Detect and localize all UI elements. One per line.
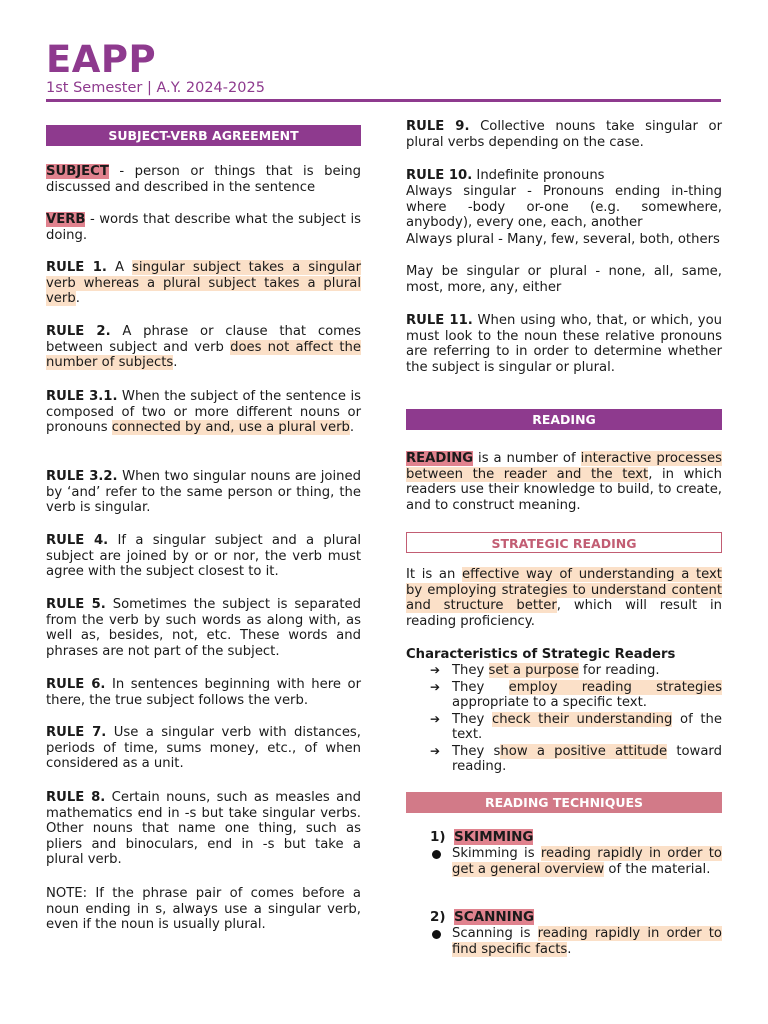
reading-definition: READING is a number of interactive processes between the reader and the text, in which readers use their knowledge to build, to create, and to construct meaning.	[406, 451, 723, 513]
banner-subject-verb-agreement: SUBJECT-VERB AGREEMENT	[46, 125, 361, 146]
strategic-reading-definition: It is an effective way of understanding a text by employing strategies to understand content and structure better, which will result in reading proficiency.	[406, 567, 723, 629]
reading-term: READING	[406, 451, 474, 466]
rule-4: RULE 4. If a singular subject and a plural subject are joined by or or nor, the verb must agree with the subject closest to it.	[46, 533, 361, 579]
banner-strategic-reading: STRATEGIC READING	[406, 532, 722, 553]
scanning-definition: Scanning is reading rapidly in order to find specific facts.	[406, 926, 722, 957]
rule-8: RULE 8. Certain nouns, such as measles and mathematics end in -s but take singular verbs. Other nouns that name one thing, such as pliers and binoculars, end in -s but take a plural verb.	[46, 790, 361, 867]
note: NOTE: If the phrase pair of comes before a noun ending in s, always use a singular verb, even if the noun is usually plural.	[46, 886, 361, 932]
characteristic-item: ➔ They check their understanding of the text.	[430, 711, 722, 742]
verb-term: VERB	[46, 212, 86, 227]
verb-definition: VERB - words that describe what the subject is doing.	[46, 212, 361, 243]
rule-10-either: May be singular or plural - none, all, same, most, more, any, either	[406, 264, 722, 295]
scanning-heading: 2) SCANNING	[430, 909, 535, 925]
rule-9: RULE 9. Collective nouns take singular or plural verbs depending on the case.	[406, 119, 722, 150]
header-divider	[46, 99, 721, 102]
bullet-icon	[432, 930, 441, 939]
arrow-right-icon: ➔	[430, 663, 441, 677]
rule-2: RULE 2. A phrase or clause that comes between subject and verb does not affect the number of subjects.	[46, 324, 361, 370]
bullet-icon	[432, 850, 441, 859]
characteristic-item: ➔ They show a positive attitude toward reading.	[430, 743, 722, 774]
rule-11: RULE 11. When using who, that, or which, you must look to the noun these relative pronouns are referring to in order to determine whether the subject is singular or plural.	[406, 313, 722, 375]
subject-term: SUBJECT	[46, 164, 109, 179]
page-title: EAPP	[46, 38, 157, 81]
rule-10-plural: Always plural - Many, few, several, both, others	[406, 232, 720, 247]
skimming-heading: 1) SKIMMING	[430, 829, 534, 845]
banner-reading: READING	[406, 409, 722, 430]
rule-6: RULE 6. In sentences beginning with here or there, the true subject follows the verb.	[46, 677, 361, 708]
characteristic-item: ➔ They employ reading strategies appropriate to a specific text.	[430, 679, 722, 710]
subject-definition: SUBJECT - person or things that is being discussed and described in the sentence	[46, 164, 361, 195]
rule-10-singular: Always singular - Pronouns ending in-thing where -body or-one (e.g. somewhere, anybody), every one, each, another	[406, 184, 722, 230]
banner-reading-techniques: READING TECHNIQUES	[406, 792, 722, 813]
characteristics-heading: Characteristics of Strategic Readers	[406, 647, 676, 662]
rule-3-1: RULE 3.1. When the subject of the sentence is composed of two or more different nouns or pronouns connected by and, use a plural verb.	[46, 389, 362, 435]
characteristics-list	[406, 663, 722, 776]
rule-7: RULE 7. Use a singular verb with distances, periods of time, sums money, etc., of when considered as a unit.	[46, 725, 361, 771]
page-subtitle: 1st Semester | A.Y. 2024-2025	[46, 80, 265, 96]
rule-3-2: RULE 3.2. When two singular nouns are joined by ‘and’ refer to the same person or thing, the verb is singular.	[46, 469, 361, 515]
rule-1: RULE 1. A singular subject takes a singular verb whereas a plural subject takes a plural verb.	[46, 260, 361, 306]
arrow-right-icon: ➔	[430, 711, 441, 726]
rule-5: RULE 5. Sometimes the subject is separated from the verb by such words as along with, as well as, besides, not, etc. These words and phrases are not part of the subject.	[46, 597, 361, 659]
characteristic-item: ➔ They set a purpose for reading.	[430, 663, 660, 678]
arrow-right-icon: ➔	[430, 679, 441, 694]
arrow-right-icon: ➔	[430, 743, 441, 758]
skimming-definition: Skimming is reading rapidly in order to get a general overview of the material.	[406, 846, 722, 877]
rule-10-heading: RULE 10. Indefinite pronouns	[406, 168, 605, 183]
